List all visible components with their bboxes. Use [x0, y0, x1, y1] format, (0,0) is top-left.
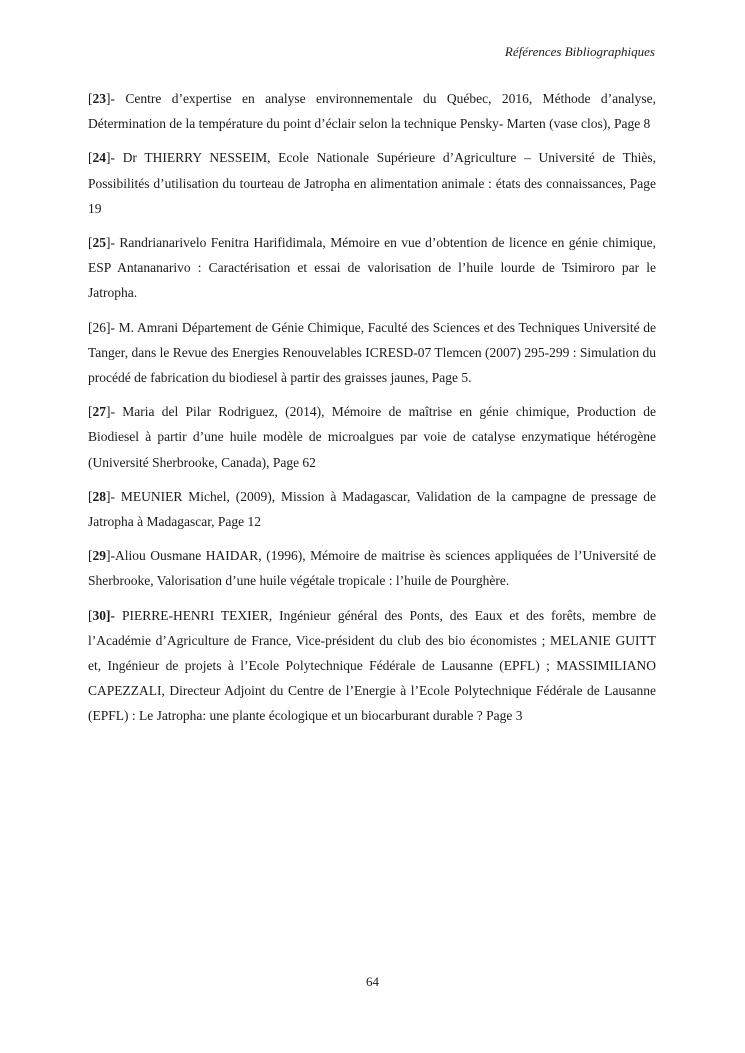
bracket-open: [ [88, 548, 93, 564]
reference-item-28 [88, 484, 656, 534]
bracket-close: ] [106, 488, 111, 504]
bracket-close: ] [106, 235, 111, 251]
reference-text: Maria del Pilar Rodriguez, (2014), Mémoire de maîtrise en génie chimique, Production de Biodiesel à partir d’une huile modèle de microalgues par voie de catalyse enzymatique hétérogène (Université Sherbrooke, Canada), Page 62 [88, 404, 656, 470]
reference-item-30 [88, 603, 656, 729]
reference-item-24 [88, 145, 656, 221]
reference-number: 29 [92, 548, 106, 564]
page-header-title: Références Bibliographiques [504, 44, 655, 59]
reference-number: 27 [92, 404, 106, 420]
bracket-open: [ [88, 150, 93, 166]
reference-text: MEUNIER Michel, (2009), Mission à Madagascar, Validation de la campagne de pressage de Jatropha à Madagascar, Page 12 [88, 488, 656, 530]
bracket-open: [ [88, 235, 93, 251]
reference-separator: - [110, 548, 115, 564]
reference-text: M. Amrani Département de Génie Chimique, Faculté des Sciences et des Techniques Université de Tanger, dans le Revue des Energies Renouvelables ICRESD-07 Tlemcen (2007) 295-299 : Simulation du procédé de fabrication du biodiesel à partir des graisses jaunes, Page 5. [88, 319, 657, 386]
bracket-open: [ [88, 404, 93, 420]
bracket-open: [ [88, 607, 93, 623]
reference-text: Dr THIERRY NESSEIM, Ecole Nationale Supérieure d’Agriculture – Université de Thiès, Possibilités d’utilisation du tourteau de Jatropha en alimentation animale : états des connaissances, Page 19 [88, 150, 656, 216]
reference-separator: - [110, 235, 120, 251]
reference-separator: - [110, 91, 126, 106]
reference-item-27 [88, 399, 656, 475]
bracket-close: ] [106, 91, 111, 106]
page-number: 64 [366, 974, 379, 989]
reference-separator: - [110, 404, 123, 420]
reference-number: 28 [92, 488, 106, 504]
bracket-close: ] [106, 404, 111, 420]
reference-number: 26 [92, 319, 106, 335]
bracket-close: ] [106, 150, 111, 166]
bracket-close: ] [106, 548, 111, 564]
bracket-open: [ [88, 319, 93, 335]
reference-separator: - [110, 488, 121, 504]
reference-separator: - [110, 150, 123, 166]
reference-text: Randrianarivelo Fenitra Harifidimala, Mémoire en vue d’obtention de licence en génie chimique, ESP Antananarivo : Caractérisation et essai de valorisation de l’huile lourde de Tsimiroro par le Jatropha. [88, 235, 657, 301]
reference-item-25 [88, 230, 656, 306]
reference-text: Aliou Ousmane HAIDAR, (1996), Mémoire de maitrise ès sciences appliquées de l’Université de Sherbrooke, Valorisation d’une huile végétale tropicale : l’huile de Pourghère. [88, 548, 656, 589]
reference-text: Centre d’expertise en analyse environnementale du Québec, 2016, Méthode d’analyse, Détermination de la température du point d’éclair selon la technique Pensky- Marten (vase clos), Page 8 [88, 91, 657, 132]
reference-number: 25 [92, 235, 106, 251]
reference-number: 23 [92, 91, 106, 106]
reference-text: PIERRE-HENRI TEXIER, Ingénieur général des Ponts, des Eaux et des forêts, membre de l’Académie d’Agriculture de France, Vice-président du club des bio économistes ; MELANIE GUITT et, Ingénieur de projets à l’Ecole Polytechnique Fédérale de Lausanne (EPFL) ; MASSIMILIANO CAPEZZALI, Directeur Adjoint du Centre de l’Energie à l’Ecole Polytechnique Fédérale de Lausanne (EPFL) : Le Jatropha: une plante écologique et un biocarburant durable ? Page 3 [88, 607, 656, 724]
reference-number: 24 [92, 150, 106, 166]
reference-separator: - [110, 319, 119, 335]
reference-item-26 [88, 315, 656, 391]
reference-separator: - [110, 607, 122, 623]
bracket-open: [ [88, 91, 93, 106]
reference-item-23 [88, 86, 656, 136]
bracket-close: ] [106, 607, 111, 623]
bracket-close: ] [106, 319, 111, 335]
reference-number: 30 [92, 607, 106, 623]
reference-list [88, 86, 656, 738]
reference-item-29 [88, 543, 656, 593]
bracket-open: [ [88, 488, 93, 504]
